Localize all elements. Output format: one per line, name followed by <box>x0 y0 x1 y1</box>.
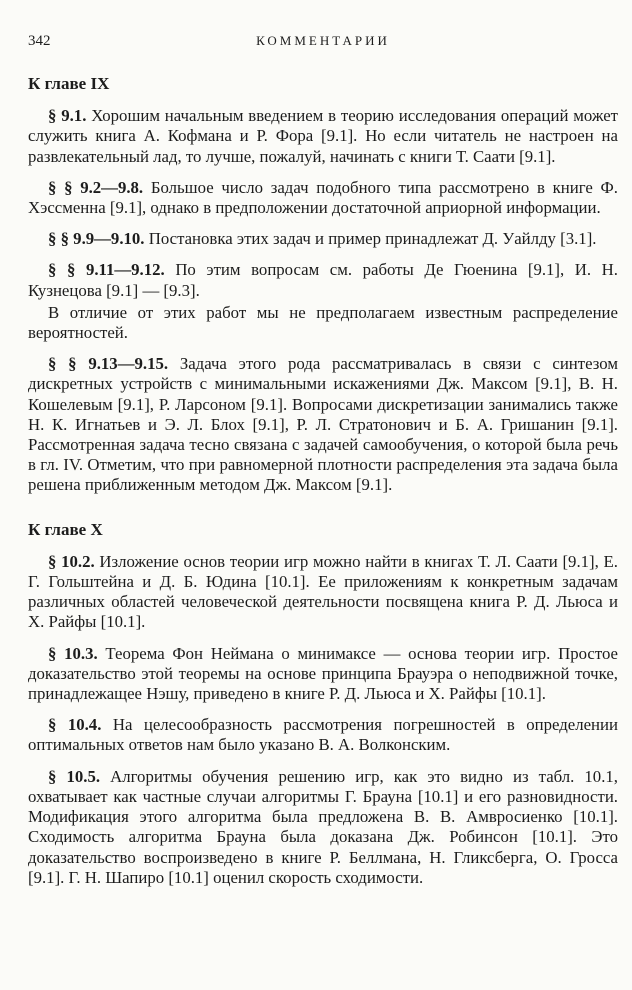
chapter-heading-ix: К главе IX <box>28 74 110 93</box>
paragraph-10-3 <box>28 644 618 705</box>
paragraph-text: Изложение основ теории игр можно найти в книгах Т. Л. Саати [9.1], Е. Г. Гольштейна и Д. Б. Юдина [10.1]. Ее приложениям к конкретным задачам различных областей человеческой деятельности посвящена книга Р. Д. Льюса и Х. Райфы [10.1]. <box>28 551 618 632</box>
paragraph-9-9-9-10 <box>28 229 618 249</box>
paragraph-10-5 <box>28 767 618 888</box>
paragraph-text: Постановка этих задач и пример принадлежат Д. Уайлду [3.1]. <box>144 229 597 249</box>
paragraph-text: По этим вопросам см. работы Де Гюенина [9.1], И. Н. Кузнецова [9.1] — [9.3]. <box>28 260 618 300</box>
paragraph-text: Теорема Фон Неймана о минимаксе — основа теории игр. Простое доказательство этой теоремы на основе принципа Брауэра о неподвижной точке, принадлежащее Нэшу, приведено в книге Р. Д. Льюса и Х. Райфы [10.1]. <box>28 643 618 704</box>
section-ref: § 10.5. <box>48 766 101 786</box>
running-title: КОММЕНТАРИИ <box>256 33 390 48</box>
paragraph-9-1 <box>28 106 618 167</box>
paragraph-text: В отличие от этих работ мы не предполагаем известным распределение вероятностей. <box>28 302 618 343</box>
paragraph-text: Большое число задач подобного типа рассмотрено в книге Ф. Хэссменна [9.1], однако в предположении достаточной априорной информации. <box>28 177 618 218</box>
paragraph-10-2 <box>28 552 618 633</box>
paragraph-9-2-9-8 <box>28 178 618 218</box>
section-ref: § 10.4. <box>48 715 102 735</box>
paragraph-9-11-9-12 <box>28 260 618 300</box>
paragraph-text: Алгоритмы обучения решению игр, как это видно из табл. 10.1, охватывает как частные случаи алгоритмы Г. Брауна [10.1] и его разновидности. Модификация этого алгоритма была предложена В. В. Амвросиенко [10.1]. Сходимость алгоритма Брауна была доказана Дж. Робинсон [10.1]. Это доказательство воспроизведено в книге Р. Беллмана, Н. Гликсберга, О. Гросса [9.1]. Г. Н. Шапиро [10.1] оценил скорость сходимости. <box>28 766 618 887</box>
section-ref: § § 9.11—9.12. <box>48 260 165 280</box>
section-ref: § 10.2. <box>48 551 95 571</box>
paragraph-9-13-9-15 <box>28 354 618 495</box>
paragraph-10-4 <box>28 715 618 755</box>
running-head <box>28 33 618 51</box>
section-ref: § 9.1. <box>48 106 87 126</box>
paragraph-text: Задача этого рода рассматривалась в связи с синтезом дискретных устройств с минимальными искажениями Дж. Максом [9.1], В. Н. Кошелевым [9.1], Р. Ларсоном [9.1]. Вопросами дискретизации занимались также Н. К. Игнатьев и Э. Л. Блох [9.1], Р. Л. Стратонович и Б. А. Гришанин [9.1]. Рассмотренная задача тесно связана с задачей самообучения, о которой была речь в гл. IV. Отметим, что при равномерной плотности распределения эта задача была решена приближенным методом Дж. Максом [9.1]. <box>28 354 618 495</box>
section-ref: § § 9.13—9.15. <box>48 354 169 374</box>
page-content <box>28 74 618 899</box>
section-ref: § 10.3. <box>48 643 98 663</box>
section-ref: § § 9.2—9.8. <box>48 177 144 197</box>
paragraph-9-11-continuation <box>28 303 618 343</box>
section-ref: § § 9.9—9.10. <box>48 229 145 249</box>
paragraph-text: Хорошим начальным введением в теорию исследования операций может служить книга А. Кофмана и Р. Фора [9.1]. Но если читатель не настроен на развлекательный лад, то лучше, пожалуй, начинать с книги Т. Саати [9.1]. <box>28 106 618 166</box>
paragraph-text: На целесообразность рассмотрения погрешностей в определении оптимальных ответов нам было указано В. А. Волконским. <box>28 715 618 755</box>
page-number: 342 <box>28 33 51 49</box>
chapter-heading-x: К главе X <box>28 519 103 539</box>
